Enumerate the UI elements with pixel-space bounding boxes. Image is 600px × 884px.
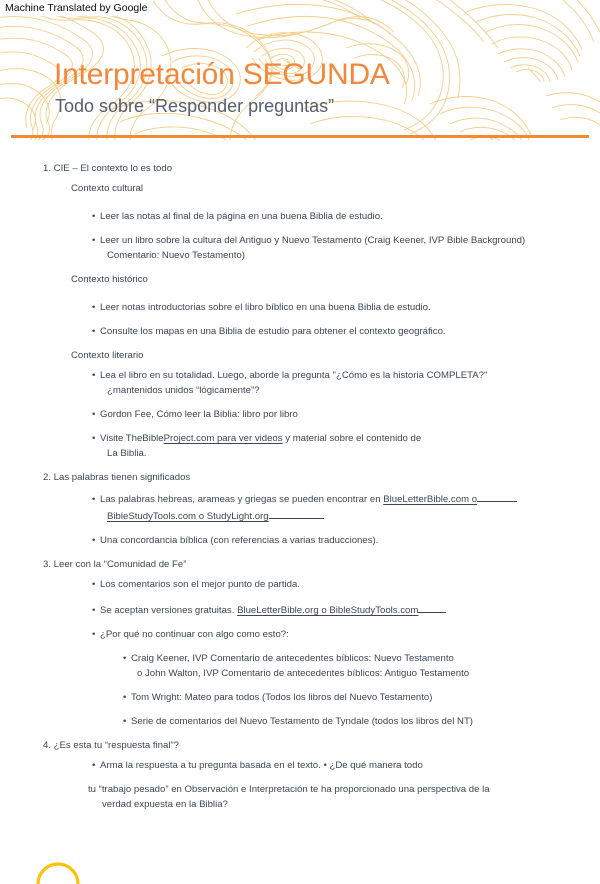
bullet-icon: • <box>92 235 96 246</box>
sub-list-item <box>0 691 600 704</box>
list-item <box>0 369 600 382</box>
bullet-icon: • <box>92 326 96 337</box>
list-item-text: Leer un libro sobre la cultura del Antiguo y Nuevo Testamento (Craig Keener, IVP Bible Background) <box>100 235 526 246</box>
section-heading-2: 2. Las palabras tienen significados <box>43 472 191 483</box>
bullet-icon: • <box>92 433 96 444</box>
sub-list-item <box>0 652 600 665</box>
bullet-icon: • <box>123 716 127 727</box>
list-item-continuation: Comentario: Nuevo Testamento) <box>107 250 245 261</box>
subheading-contexto-literario: Contexto literario <box>71 350 144 361</box>
list-item <box>0 408 600 421</box>
list-item-text: Los comentarios son el mejor punto de partida. <box>100 579 300 590</box>
list-item <box>0 325 600 338</box>
list-item-continuation-2: verdad expuesta en la Biblia? <box>102 799 228 810</box>
document-subtitle: Todo sobre “Responder preguntas” <box>55 96 335 116</box>
list-item-text: Las palabras hebreas, arameas y griegas se pueden encontrar en <box>100 494 384 505</box>
free-versions-link[interactable]: BlueLetterBible.org o BibleStudyTools.com <box>237 605 419 616</box>
bullet-icon: • <box>92 605 96 616</box>
list-item <box>0 491 600 506</box>
bullet-icon: • <box>92 579 96 590</box>
link-trailing-rule <box>269 508 324 519</box>
biblestudytools-studylight-link[interactable]: BibleStudyTools.com o StudyLight.org <box>107 511 269 522</box>
list-item-continuation: ¿mantenidos unidos “lógicamente”? <box>107 385 260 396</box>
list-item-text: Visite TheBible <box>100 433 164 444</box>
document-title: Interpretación SEGUNDA <box>54 58 390 91</box>
link-trailing-rule <box>477 491 517 502</box>
list-item-text: Leer las notas al final de la página en una buena Biblia de estudio. <box>100 211 383 222</box>
bullet-icon: • <box>123 692 127 703</box>
bullet-icon: • <box>92 211 96 222</box>
bullet-icon: • <box>92 302 96 313</box>
sub-list-item-text: Tom Wright: Mateo para todos (Todos los libros del Nuevo Testamento) <box>131 692 433 703</box>
list-item <box>0 534 600 547</box>
section-heading-3: 3. Leer con la “Comunidad de Fe” <box>43 559 187 570</box>
list-item <box>0 432 600 445</box>
subheading-contexto-historico: Contexto histórico <box>71 274 148 285</box>
list-item <box>0 301 600 314</box>
document-body <box>0 162 600 811</box>
list-item-continuation: tu “trabajo pesado” en Observación e Interpretación te ha proporcionado una perspectiva de la <box>88 784 490 795</box>
sub-list-item-continuation: o John Walton, IVP Comentario de antecedentes bíblicos: Antiguo Testamento <box>137 668 470 679</box>
list-item <box>0 602 600 617</box>
link-trailing-rule <box>418 602 446 613</box>
list-item-text: ¿Por qué no continuar con algo como esto?: <box>100 629 289 640</box>
bullet-icon: • <box>92 760 96 771</box>
document-header <box>0 0 600 146</box>
list-item-text-tail: y material sobre el contenido de <box>282 433 422 444</box>
partial-circle-arc-icon <box>36 862 80 884</box>
list-item-text: Una concordancia bíblica (con referencias a varias traducciones). <box>100 535 379 546</box>
list-item <box>0 578 600 591</box>
list-item <box>0 234 600 247</box>
list-item-text: Gordon Fee, Cómo leer la Biblia: libro por libro <box>100 409 298 420</box>
bullet-icon: • <box>92 629 96 640</box>
sub-list-item-text: Craig Keener, IVP Comentario de antecedentes bíblicos: Nuevo Testamento <box>131 653 454 664</box>
bullet-icon: • <box>92 494 96 505</box>
bullet-icon: • <box>92 535 96 546</box>
section-heading-4: 4. ¿Es esta tu “respuesta final”? <box>43 740 179 751</box>
list-item-text: Lea el libro en su totalidad. Luego, aborde la pregunta "¿Cómo es la historia COMPLETA?" <box>100 370 488 381</box>
header-divider-rule <box>11 135 589 138</box>
list-item-text: Arma la respuesta a tu pregunta basada en el texto. • ¿De qué manera todo <box>100 760 423 771</box>
list-item <box>0 628 600 641</box>
machine-translation-banner: Machine Translated by Google <box>0 0 153 16</box>
list-item-text: Se aceptan versiones gratuitas. <box>100 605 238 616</box>
list-item-text: Leer notas introductorias sobre el libro bíblico en una buena Biblia de estudio. <box>100 302 431 313</box>
bullet-icon: • <box>92 409 96 420</box>
list-item <box>0 759 600 772</box>
list-item-continuation: La Biblia. <box>107 448 147 459</box>
blueletterbible-link[interactable]: BlueLetterBible.com o <box>383 494 478 505</box>
subheading-contexto-cultural: Contexto cultural <box>71 183 143 194</box>
sub-list-item <box>0 715 600 728</box>
bullet-icon: • <box>92 370 96 381</box>
sub-list-item-text: Serie de comentarios del Nuevo Testamento de Tyndale (todos los libros del NT) <box>131 716 474 727</box>
thebibleproject-link[interactable]: Project.com para ver videos <box>163 433 283 444</box>
bullet-icon: • <box>123 653 127 664</box>
section-heading-1: 1. CIE – El contexto lo es todo <box>43 163 173 174</box>
list-item-continuation <box>0 508 600 523</box>
list-item <box>0 210 600 223</box>
list-item-text: Consulte los mapas en una Biblia de estudio para obtener el contexto geográfico. <box>100 326 446 337</box>
